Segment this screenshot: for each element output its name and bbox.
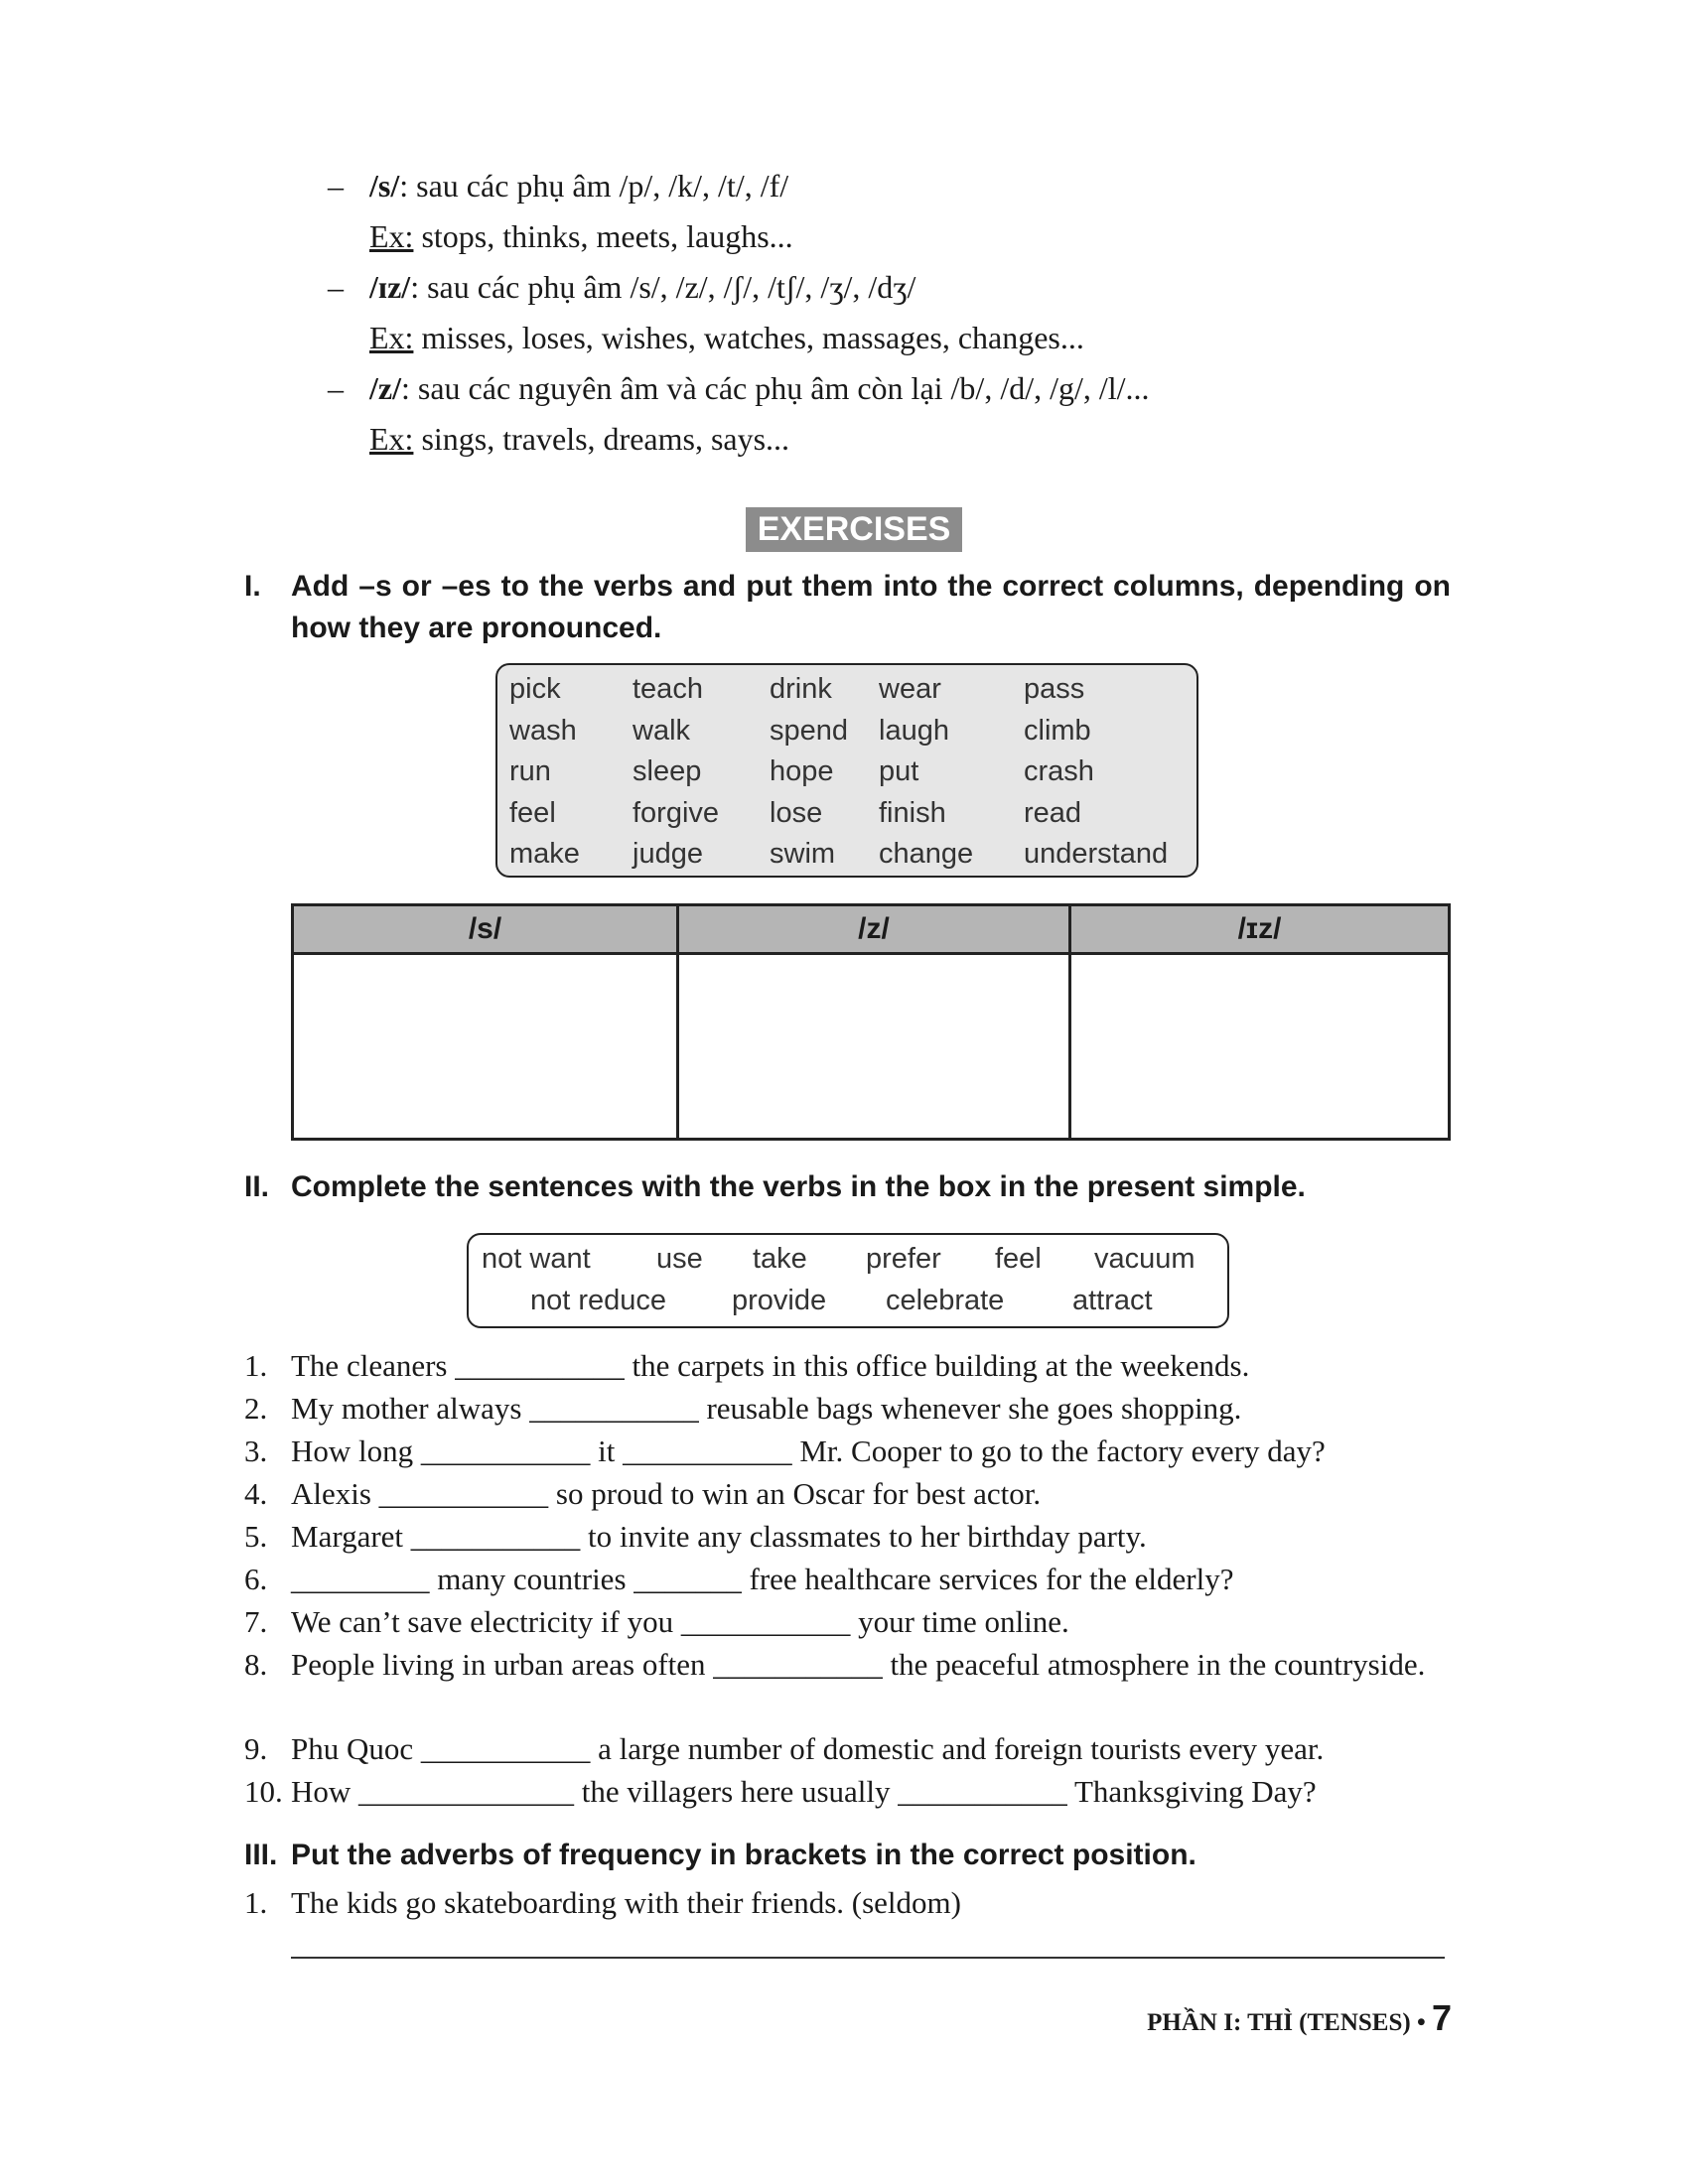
- sentence-text: Margaret ___________ to invite any classmates to her birthday party.: [291, 1519, 1147, 1554]
- word: use: [656, 1243, 703, 1275]
- sentence-text: My mother always ___________ reusable bags whenever she goes shopping.: [291, 1391, 1242, 1426]
- sentence-number: 6.: [244, 1562, 268, 1596]
- sentence-number: 8.: [244, 1647, 268, 1682]
- part3-instruction: Put the adverbs of frequency in brackets in the correct position.: [291, 1839, 1196, 1871]
- sentence-number: 2.: [244, 1391, 268, 1426]
- sentence: [244, 1772, 1451, 1811]
- word: forgive: [633, 797, 720, 829]
- word: climb: [1024, 715, 1091, 747]
- pronunciation-table: [291, 903, 1451, 1141]
- word: wear: [879, 673, 941, 705]
- sentence-number: 10.: [244, 1774, 283, 1809]
- word: run: [509, 755, 551, 787]
- sentence: [244, 1729, 1451, 1768]
- rule-text: : sau các nguyên âm và các phụ âm còn lại /b/, /d/, /g/, /l/...: [400, 370, 1150, 406]
- sentence-number: 3.: [244, 1433, 268, 1468]
- column-header-z: /z/: [678, 905, 1070, 954]
- word: spend: [770, 715, 849, 747]
- sentence-text: We can’t save electricity if you ___________ your time online.: [291, 1604, 1069, 1639]
- word: drink: [770, 673, 832, 705]
- sentence: [244, 1432, 1451, 1470]
- word: read: [1024, 797, 1082, 829]
- sentence: [244, 1560, 1451, 1598]
- word: not want: [482, 1243, 591, 1275]
- example-label: Ex:: [369, 421, 414, 457]
- rule-s: [328, 161, 1470, 262]
- rule-example: [369, 414, 1470, 465]
- part2-heading: [244, 1166, 1451, 1208]
- word: judge: [633, 838, 703, 870]
- word: attract: [1072, 1285, 1153, 1316]
- part3-heading: [244, 1835, 1451, 1876]
- word: put: [879, 755, 919, 787]
- sentence: [244, 1346, 1451, 1385]
- word: walk: [633, 715, 691, 747]
- part1-instruction: Add –s or –es to the verbs and put them into the correct columns, depending on how they are pronounced.: [291, 570, 1451, 644]
- part2-number: II.: [244, 1170, 270, 1203]
- rule-symbol: /z/: [369, 370, 401, 406]
- word: hope: [770, 755, 834, 787]
- word: celebrate: [886, 1285, 1005, 1316]
- sentence-number: 1.: [244, 1885, 268, 1920]
- sentence-number: 4.: [244, 1476, 268, 1511]
- verb-box-2: [467, 1233, 1229, 1328]
- dash: –: [328, 168, 344, 204]
- example-label: Ex:: [369, 320, 414, 355]
- rule-text: : sau các phụ âm /s/, /z/, /ʃ/, /tʃ/, /ʒ/, /dʒ/: [410, 269, 916, 305]
- answer-line[interactable]: [291, 1957, 1445, 1959]
- column-header-iz: /ɪz/: [1070, 905, 1450, 954]
- part1-heading: [244, 566, 1451, 649]
- sentence-number: 9.: [244, 1731, 268, 1766]
- dash: –: [328, 370, 344, 406]
- pronunciation-rules: [328, 161, 1470, 465]
- example-label: Ex:: [369, 218, 414, 254]
- word: pass: [1024, 673, 1085, 705]
- rule-example: [369, 313, 1470, 363]
- footer-section: PHẦN I: THÌ (TENSES) •: [1147, 2009, 1426, 2036]
- part3-number: III.: [244, 1839, 278, 1871]
- part2-instruction: Complete the sentences with the verbs in the box in the present simple.: [291, 1170, 1306, 1203]
- sentence: [244, 1883, 1451, 1922]
- word: swim: [770, 838, 836, 870]
- column-header-s: /s/: [293, 905, 678, 954]
- part1-number: I.: [244, 570, 261, 603]
- exercises-title: EXERCISES: [746, 507, 962, 552]
- rule-symbol: /s/: [369, 168, 400, 204]
- sentence-number: 1.: [244, 1348, 268, 1383]
- sentence-text: How long ___________ it ___________ Mr. Cooper to go to the factory every day?: [291, 1433, 1326, 1468]
- rule-iz: [328, 262, 1470, 363]
- sentence-text: Alexis ___________ so proud to win an Oscar for best actor.: [291, 1476, 1042, 1511]
- sentence-number: 5.: [244, 1519, 268, 1554]
- word: understand: [1024, 838, 1169, 870]
- word: change: [879, 838, 974, 870]
- sentence-text: The kids go skateboarding with their friends. (seldom): [291, 1885, 961, 1920]
- sentence: [244, 1602, 1451, 1641]
- word: crash: [1024, 755, 1094, 787]
- sentence: [244, 1645, 1451, 1722]
- sentence-number: 7.: [244, 1604, 268, 1639]
- word: feel: [995, 1243, 1042, 1275]
- rule-example: [369, 211, 1470, 262]
- word: wash: [509, 715, 577, 747]
- rule-symbol: /ɪz/: [369, 269, 411, 305]
- example-words: sings, travels, dreams, says...: [413, 421, 790, 457]
- sentence-text: _________ many countries _______ free healthcare services for the elderly?: [291, 1562, 1234, 1596]
- answer-cell-z[interactable]: [678, 954, 1070, 1140]
- verb-box: [495, 663, 1198, 878]
- word: teach: [633, 673, 703, 705]
- word: provide: [732, 1285, 827, 1316]
- word: take: [753, 1243, 807, 1275]
- word: sleep: [633, 755, 702, 787]
- example-words: stops, thinks, meets, laughs...: [413, 218, 793, 254]
- sentence: [244, 1474, 1451, 1513]
- sentence-text: People living in urban areas often ___________ the peaceful atmosphere in the countryside.: [291, 1647, 1426, 1682]
- example-words: misses, loses, wishes, watches, massages, changes...: [413, 320, 1084, 355]
- sentence-text: How ______________ the villagers here usually ___________ Thanksgiving Day?: [291, 1774, 1317, 1809]
- sentence: [244, 1517, 1451, 1556]
- word: make: [509, 838, 580, 870]
- sentence: [244, 1389, 1451, 1428]
- word: feel: [509, 797, 556, 829]
- rule-text: : sau các phụ âm /p/, /k/, /t/, /f/: [399, 168, 789, 204]
- word: not reduce: [530, 1285, 667, 1316]
- answer-cell-s[interactable]: [293, 954, 678, 1140]
- rule-z: [328, 363, 1470, 465]
- word: lose: [770, 797, 823, 829]
- word: laugh: [879, 715, 949, 747]
- dash: –: [328, 269, 344, 305]
- word: prefer: [866, 1243, 941, 1275]
- sentence-text: Phu Quoc ___________ a large number of domestic and foreign tourists every year.: [291, 1731, 1325, 1766]
- sentence-text: The cleaners ___________ the carpets in this office building at the weekends.: [291, 1348, 1250, 1383]
- word: pick: [509, 673, 561, 705]
- word: vacuum: [1094, 1243, 1196, 1275]
- word: finish: [879, 797, 946, 829]
- answer-cell-iz[interactable]: [1070, 954, 1450, 1140]
- page-footer: [1147, 1997, 1452, 2039]
- page-number: 7: [1431, 1997, 1452, 2038]
